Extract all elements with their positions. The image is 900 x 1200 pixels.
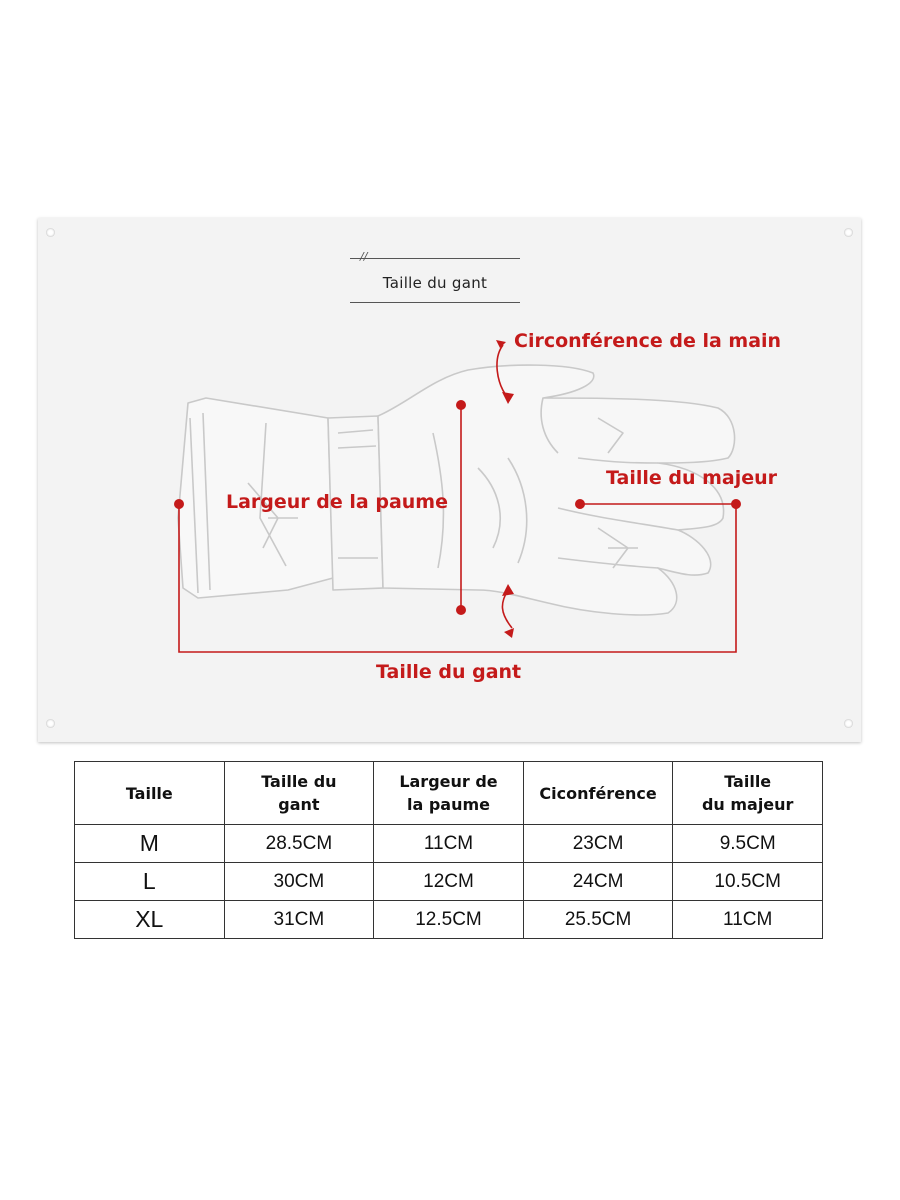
glove-cell: 31CM — [224, 901, 374, 939]
circ-cell: 23CM — [523, 825, 673, 863]
size-table — [74, 761, 823, 939]
palm-cell: 11CM — [374, 825, 524, 863]
size-cell: XL — [75, 901, 225, 939]
header-palm-width: Largeur de la paume — [374, 762, 524, 825]
circ-cell: 25.5CM — [523, 901, 673, 939]
glove-size-label: Taille du gant — [376, 661, 522, 683]
header-circumference: Ciconférence — [523, 762, 673, 825]
palm-cell: 12.5CM — [374, 901, 524, 939]
finger-cell: 9.5CM — [673, 825, 823, 863]
circumference-label: Circonférence de la main — [514, 330, 782, 352]
diagram-title: Taille du gant — [382, 274, 488, 292]
size-cell: L — [75, 863, 225, 901]
table-header-row — [75, 762, 823, 825]
diagram-board — [38, 218, 861, 742]
glove-cell: 30CM — [224, 863, 374, 901]
table-row — [75, 863, 823, 901]
middle-finger-label: Taille du majeur — [606, 467, 778, 489]
header-taille: Taille — [75, 762, 225, 825]
palm-cell: 12CM — [374, 863, 524, 901]
header-middle-finger: Taille du majeur — [673, 762, 823, 825]
finger-cell: 11CM — [673, 901, 823, 939]
circ-cell: 24CM — [523, 863, 673, 901]
size-cell: M — [75, 825, 225, 863]
glove-cell: 28.5CM — [224, 825, 374, 863]
table-row — [75, 825, 823, 863]
finger-cell: 10.5CM — [673, 863, 823, 901]
table-row — [75, 901, 823, 939]
title-slash: // — [360, 250, 368, 263]
header-glove-size: Taille du gant — [224, 762, 374, 825]
palm-width-label: Largeur de la paume — [226, 491, 448, 513]
